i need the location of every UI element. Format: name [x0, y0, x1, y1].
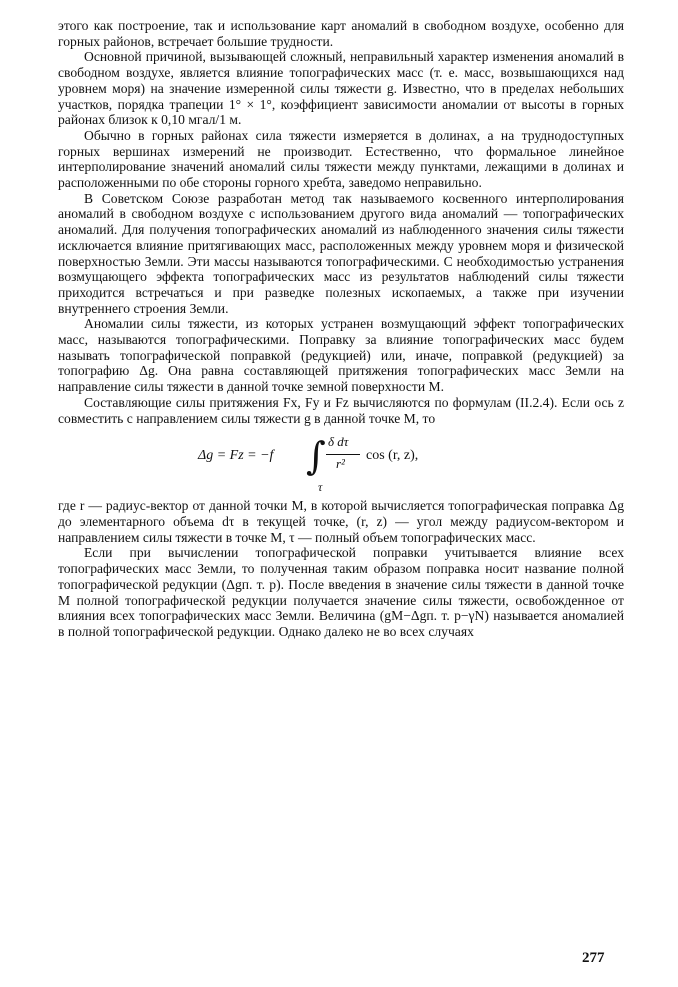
integral-domain: τ: [318, 480, 323, 494]
formula-lhs: Δg = Fz = −f: [198, 448, 274, 463]
paragraph-7: где r — радиус-вектор от данной точки M, в которой вычисляется топографическая поправка Δg до элементарного объема dτ в текущей точке, (r, z) — угол между радиусом-вектором и направлением силы тяжести в точке M, τ — полный объем топографических масс.: [58, 498, 624, 545]
paragraph-6: Составляющие силы притяжения Fx, Fy и Fz вычисляются по формулам (II.2.4). Если ось z совместить с направлением силы тяжести g в данной точке M, то: [58, 394, 624, 426]
paragraph-8: Если при вычислении топографической поправки учитывается влияние всех топографических масс Земли, то полученная таким образом поправка носит название полной топографической редукции (Δgп. т. р). После введения в значение силы тяжести в данной точке M полной топографической редукции получается значение силы тяжести, освобожденное от влияния всех топографических масс Земли. Величина (gM−Δgп. т. р−γN) называется аномалией в полной топографической редукции. Однако далеко не во всех случаях: [58, 545, 624, 639]
fraction-bar: [326, 454, 360, 455]
paragraph-5: Аномалии силы тяжести, из которых устранен возмущающий эффект топографических масс, называются топографическими. Поправку за влияние топографических масс будем называть топографической поправкой (редукцией) или, иначе, поправкой (редукцией) за топографию Δg. Она равна составляющей притяжения топографических масс Земли на направление силы тяжести в данной точке земной поверхности M.: [58, 316, 624, 395]
formula-rhs: cos (r, z),: [366, 448, 419, 463]
paragraph-3: Обычно в горных районах сила тяжести измеряется в долинах, а на труднодоступных горных вершинах измерений не производит. Естественно, что формальное линейное интерполирование значений аномалий силы тяжести между пунктами, лежащими в долинах и расположенными по обе стороны горного хребта, заведомо неправильно.: [58, 127, 624, 191]
formula: [198, 434, 498, 494]
paragraph-4: В Советском Союзе разработан метод так называемого косвенного интерполирования аномалий в свободном воздухе с использованием другого вида аномалий — топографических аномалий. Для получения топографических аномалий из наблюденного значения силы тяжести исключается влияние притягивающих масс, расположенных между уровнем моря и физической поверхностью Земли. Эти массы называются топографическими. С необходимостью устранения возмущающего эффекта топографических масс из результатов наблюдений силы тяжести приходится встречаться и при разведке полезных ископаемых, а также при изучении внутреннего строения Земли.: [58, 190, 624, 316]
paragraph-2: Основной причиной, вызывающей сложный, неправильный характер изменения аномалий в свободном воздухе, является влияние топографических масс (т. е. масс, возвышающихся над уровнем моря) на значение измеренной силы тяжести g. Известно, что в пределах небольших участков, порядка трапеции 1° × 1°, коэффициент зависимости аномалии от высоты в горных районах близок к 0,10 мгал/1 м.: [58, 49, 624, 128]
page-body: [58, 18, 624, 640]
formula-denominator: r²: [336, 456, 345, 471]
integral-sign: ∫: [306, 434, 326, 478]
formula-numerator: δ dτ: [328, 434, 349, 449]
page-number: 277: [582, 950, 605, 966]
paragraph-1: этого как построение, так и использование карт аномалий в свободном воздухе, особенно для горных районов, встречает большие трудности.: [58, 18, 624, 49]
